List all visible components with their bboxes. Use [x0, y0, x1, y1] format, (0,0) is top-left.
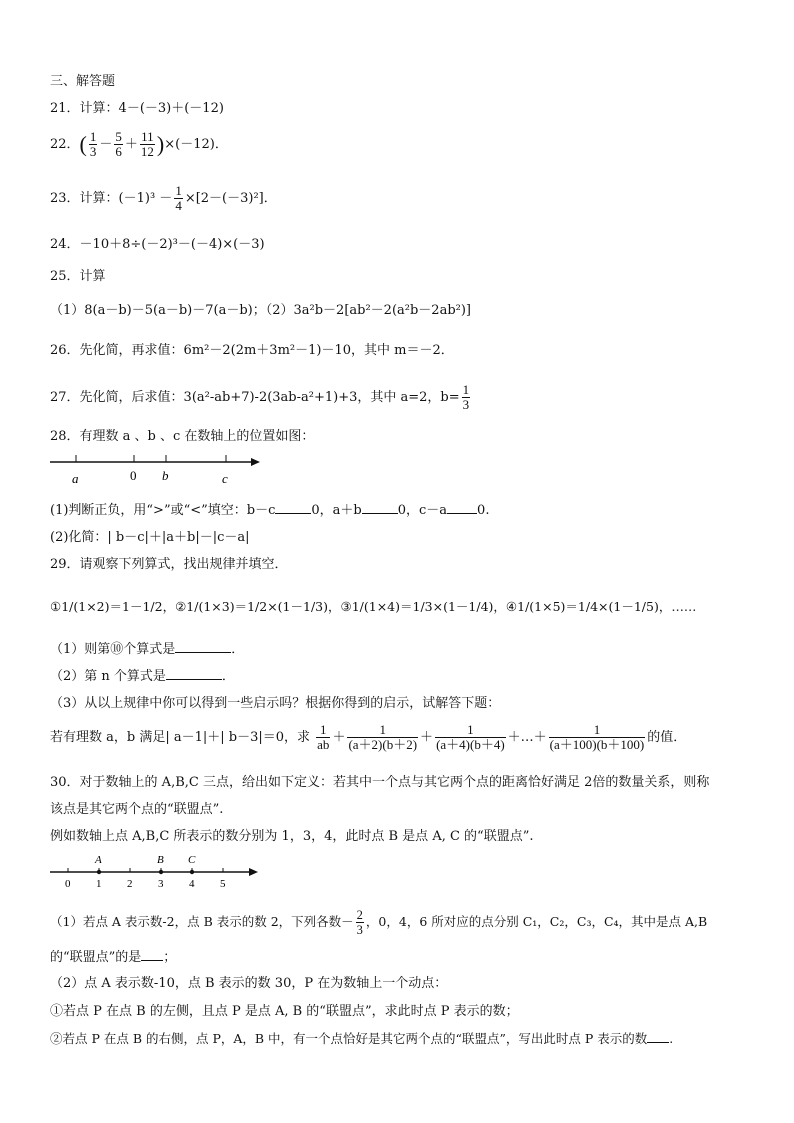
tick-label: 0 — [65, 878, 71, 890]
answer-blank[interactable] — [275, 501, 311, 514]
q30-line3: 例如数轴上点 A,B,C 所表示的数分别为 1，3，4，此时点 B 是点 A, C 的“联盟点”. — [50, 829, 534, 844]
label-zero: 0 — [130, 468, 137, 483]
q30-number: 30． — [50, 775, 80, 790]
q29-p1e: ． — [231, 642, 245, 657]
q29-number: 29． — [50, 557, 80, 572]
label-A: A — [95, 854, 102, 866]
q25-number: 25． — [50, 269, 80, 284]
q30-p4e: . — [669, 1031, 674, 1046]
q24-text: －10＋8÷(－2)³－(－4)×(－3) — [79, 237, 265, 252]
q29-p4b: 的值． — [647, 730, 687, 745]
question-30 — [50, 774, 709, 792]
tick-label: 5 — [220, 878, 226, 890]
q21-text: 计算：4－(－3)＋(－12) — [79, 101, 224, 116]
question-24 — [50, 236, 265, 254]
q27-number: 27． — [50, 390, 80, 405]
fraction: $\frac{1}{3}$ — [89, 129, 97, 159]
fraction: $\frac{1}{4}$ — [175, 183, 182, 213]
question-23 — [50, 184, 277, 213]
q21-number: 21． — [50, 101, 80, 116]
q30-part1 — [50, 908, 707, 937]
q28-number: 28． — [50, 429, 80, 444]
q30-p1d: ； — [163, 950, 177, 965]
answer-blank[interactable] — [362, 501, 398, 514]
point-A — [97, 870, 101, 874]
number-line-q28 — [48, 450, 268, 490]
tick-label: 1 — [96, 878, 102, 890]
tick-label: 3 — [158, 878, 164, 890]
q30-p1a: （1）若点 A 表示数-2，点 B 表示的数 2，下列各数－ — [50, 914, 354, 929]
label-a: a — [72, 471, 79, 486]
q25-parts: （1）8(a－b)－5(a－b)－7(a－b)；（2）3a²b－2[ab²－2(a²b－2ab²)] — [50, 303, 472, 318]
answer-blank[interactable] — [166, 667, 222, 680]
question-25 — [50, 268, 106, 286]
paren-open: ( — [79, 131, 87, 157]
q30-l1: 对于数轴上的 A,B,C 三点，给出如下定义：若其中一个点与其它两个点的距离恰好满足 2倍的数量关系，则称 — [79, 775, 710, 790]
q29-sequence: ①1/(1×2)＝1－1/2，②1/(1×3)＝1/2×(1－1/3)，③1/(1×4)＝1/3×(1－1/4)，④1/(1×5)＝1/4×(1－1/5)，…… — [50, 599, 697, 614]
q28-p1a: (1)判断正负，用“>”或“<”填空：b－c — [50, 503, 276, 518]
q29-text: 请观察下列算式，找出规律并填空． — [79, 557, 288, 572]
q22-number: 22． — [50, 137, 80, 152]
q30-p4: ②若点 P 在点 B 的右侧，点 P，A，B 中，有一个点恰好是其它两个点的“联盟点”，写出此时点 P 表示的数 — [50, 1031, 648, 1046]
q30-part1-cont — [50, 948, 176, 967]
label-b: b — [162, 468, 169, 483]
fraction: $\frac{2}{3}$ — [356, 908, 363, 937]
q22-tail: ×(－12)． — [164, 137, 228, 152]
fraction: $\frac{1}{ab}$ — [317, 722, 330, 752]
q29-part3: （3）从以上规律中你可以得到一些启示吗？根据你得到的启示，试解答下题： — [50, 696, 501, 711]
q28-p1b: 0，a＋b — [311, 503, 362, 518]
q29-part1 — [50, 640, 244, 659]
fraction: $\frac{5}{6}$ — [115, 129, 122, 159]
number-line-q30 — [48, 850, 268, 890]
q29-p2: （2）第 n 个算式是 — [50, 669, 166, 684]
fraction: $\frac{1}{(a+4)(b+4)}$ — [436, 722, 505, 752]
question-22: 22．( $\frac{1}{3}$ － $\frac{5}{6}$ ＋ $\frac{11}{12}$ )×(－12)． — [50, 129, 228, 159]
q23-post: ×[2－(－3)²]． — [184, 191, 277, 206]
q23-pre: 计算：(－1)³ － — [79, 191, 173, 206]
q24-number: 24． — [50, 237, 80, 252]
q23-number: 23． — [50, 191, 80, 206]
label-c: c — [222, 471, 228, 486]
paren-close: ) — [156, 131, 165, 157]
answer-blank[interactable] — [647, 1030, 669, 1043]
point-B — [159, 870, 163, 874]
q29-part2 — [50, 667, 235, 686]
q30-p1c: 的“联盟点”的是 — [50, 950, 142, 965]
fraction: $\frac{11}{12}$ — [140, 129, 154, 159]
q28-part1 — [50, 501, 489, 520]
question-26 — [50, 342, 454, 360]
question-21 — [50, 100, 224, 118]
section-title: 三、解答题 — [50, 74, 116, 89]
tick-label: 4 — [189, 878, 195, 890]
q29-p2e: ． — [221, 669, 235, 684]
axis-arrow — [249, 868, 258, 876]
q29-part4: 若有理数 a，b 满足| a－1|＋| b－3|＝0，求 $\frac{1}{ab}$ ＋ $\frac{1}{(a+2)(b+2)}$ ＋ $\frac{1}{(a+4)(b+4)}$ ＋…＋ $\frac{1}{(a+100)(b+100)}$ 的值． — [50, 722, 687, 752]
q30-part2-2 — [50, 1030, 673, 1048]
answer-blank[interactable] — [175, 640, 231, 653]
q25-text: 计算 — [79, 269, 106, 284]
q28-p1d: 0. — [477, 503, 490, 518]
fraction: $\frac{1}{(a+100)(b+100)}$ — [549, 722, 645, 752]
q26-number: 26． — [50, 343, 80, 358]
point-C — [190, 870, 194, 874]
q28-part2: (2)化简：| b－c|＋|a＋b|－|c－a| — [50, 530, 250, 545]
q29-p4a: 若有理数 a，b 满足| a－1|＋| b－3|＝0，求 — [50, 730, 311, 745]
q28-text: 有理数 a 、b 、c 在数轴上的位置如图： — [79, 429, 315, 444]
answer-blank[interactable] — [141, 948, 163, 961]
fraction: $\frac{1}{3}$ — [462, 382, 470, 412]
q27-text: 先化简，后求值：3(a²-ab+7)-2(3ab-a²+1)+3，其中 a=2，b= — [79, 390, 460, 405]
q30-part2-1: ①若点 P 在点 B 的左侧，且点 P 是点 A, B 的“联盟点”，求此时点 P 表示的数； — [50, 1004, 519, 1019]
q30-line2: 该点是其它两个点的“联盟点”. — [50, 802, 224, 817]
fraction: $\frac{1}{(a+2)(b+2)}$ — [348, 722, 418, 752]
q29-p1: （1）则第⑩个算式是 — [50, 642, 176, 657]
question-29 — [50, 556, 288, 574]
q28-p1c: 0，c－a — [397, 503, 448, 518]
q26-text: 先化简，再求值：6m²－2(2m＋3m²－1)－10，其中 m＝－2． — [79, 343, 454, 358]
answer-blank[interactable] — [447, 501, 477, 514]
question-28 — [50, 428, 314, 446]
label-C: C — [188, 854, 196, 866]
q29-dots: ＋…＋ — [507, 730, 547, 745]
label-B: B — [157, 854, 164, 866]
q30-part2: （2）点 A 表示数-10，点 B 表示的数 30，P 在为数轴上一个动点： — [50, 976, 448, 991]
question-27 — [50, 383, 472, 412]
q30-p1b: ，0，4，6 所对应的点分别 C₁，C₂，C₃，C₄，其中是点 A,B — [365, 914, 708, 929]
axis-arrow — [251, 458, 260, 466]
tick-label: 2 — [127, 878, 133, 890]
